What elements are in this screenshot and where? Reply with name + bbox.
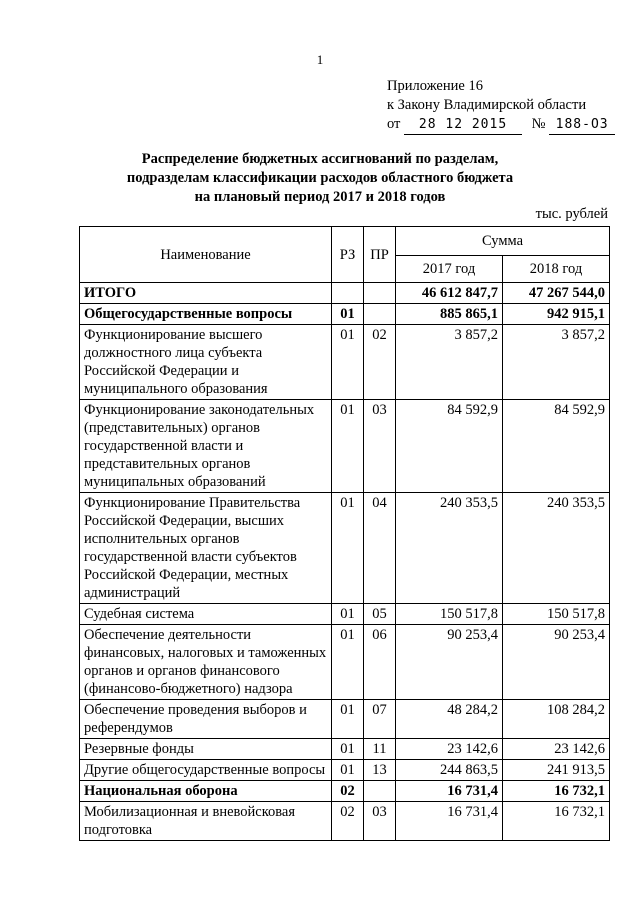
table-row: [80, 802, 610, 841]
header-rz: РЗ: [332, 227, 364, 283]
row-rz: 01: [332, 325, 364, 400]
table-row: [80, 325, 610, 400]
header-name: Наименование: [80, 227, 332, 283]
units-label: тыс. рублей: [535, 206, 608, 222]
row-name: Резервные фонды: [80, 739, 332, 760]
row-name: Функционирование высшего должностного лица субъекта Российской Федерации и муниципального образования: [80, 325, 332, 400]
row-pr: [364, 781, 396, 802]
table-row: [80, 604, 610, 625]
row-pr: 07: [364, 700, 396, 739]
row-value-2017: 150 517,8: [396, 604, 503, 625]
table-row: [80, 304, 610, 325]
row-value-2017: 16 731,4: [396, 802, 503, 841]
row-pr: 03: [364, 400, 396, 493]
title-line-2: подразделам классификации расходов областного бюджета: [126, 170, 514, 186]
row-name: Обеспечение деятельности финансовых, налоговых и таможенных органов и органов финансового (финансово-бюджетного) надзора: [80, 625, 332, 700]
row-value-2017: 885 865,1: [396, 304, 503, 325]
table-row: [80, 283, 610, 304]
row-pr: 13: [364, 760, 396, 781]
row-value-2017: 240 353,5: [396, 493, 503, 604]
row-rz: 01: [332, 493, 364, 604]
row-value-2018: 240 353,5: [503, 493, 610, 604]
row-value-2018: 3 857,2: [503, 325, 610, 400]
row-value-2018: 23 142,6: [503, 739, 610, 760]
budget-table: [79, 226, 610, 841]
row-rz: 02: [332, 802, 364, 841]
row-value-2018: 90 253,4: [503, 625, 610, 700]
title-line-1: Распределение бюджетных ассигнований по разделам,: [141, 151, 499, 167]
row-rz: 01: [332, 400, 364, 493]
row-rz: 01: [332, 625, 364, 700]
row-name: ИТОГО: [80, 283, 332, 304]
table-row: [80, 781, 610, 802]
row-value-2017: 90 253,4: [396, 625, 503, 700]
annex-title: Приложение 16: [387, 78, 483, 94]
table-row: [80, 493, 610, 604]
row-name: Судебная система: [80, 604, 332, 625]
row-name: Функционирование законодательных (представительных) органов государственной власти и представительных органов муниципальных образований: [80, 400, 332, 493]
from-label: от: [387, 116, 401, 132]
row-value-2017: 84 592,9: [396, 400, 503, 493]
table-row: [80, 739, 610, 760]
row-pr: 04: [364, 493, 396, 604]
law-number: 188-ОЗ: [555, 117, 609, 132]
header-pr: ПР: [364, 227, 396, 283]
row-name: Функционирование Правительства Российской Федерации, высших исполнительных органов государственной власти субъектов Российской Федерации, местных администраций: [80, 493, 332, 604]
header-2018: 2018 год: [503, 256, 610, 283]
row-value-2017: 23 142,6: [396, 739, 503, 760]
row-value-2017: 46 612 847,7: [396, 283, 503, 304]
row-rz: 01: [332, 304, 364, 325]
law-date: 28 12 2015: [418, 117, 508, 132]
row-rz: 01: [332, 760, 364, 781]
row-name: Мобилизационная и вневойсковая подготовка: [80, 802, 332, 841]
row-name: Национальная оборона: [80, 781, 332, 802]
row-value-2017: 244 863,5: [396, 760, 503, 781]
header-sum: Сумма: [396, 227, 610, 256]
row-rz: [332, 283, 364, 304]
annex-law: к Закону Владимирской области: [387, 97, 587, 113]
row-value-2018: 16 732,1: [503, 802, 610, 841]
row-rz: 02: [332, 781, 364, 802]
document-title: [0, 150, 640, 207]
row-rz: 01: [332, 604, 364, 625]
row-pr: 03: [364, 802, 396, 841]
row-value-2017: 16 731,4: [396, 781, 503, 802]
row-value-2018: 942 915,1: [503, 304, 610, 325]
row-pr: 02: [364, 325, 396, 400]
row-value-2017: 48 284,2: [396, 700, 503, 739]
table-row: [80, 760, 610, 781]
row-name: Общегосударственные вопросы: [80, 304, 332, 325]
row-pr: 06: [364, 625, 396, 700]
number-label: №: [531, 116, 546, 132]
row-pr: 05: [364, 604, 396, 625]
row-value-2018: 241 913,5: [503, 760, 610, 781]
table-row: [80, 700, 610, 739]
row-value-2018: 150 517,8: [503, 604, 610, 625]
row-value-2017: 3 857,2: [396, 325, 503, 400]
title-line-3: на плановый период 2017 и 2018 годов: [194, 189, 446, 205]
row-name: Другие общегосударственные вопросы: [80, 760, 332, 781]
row-value-2018: 47 267 544,0: [503, 283, 610, 304]
header-2017: 2017 год: [396, 256, 503, 283]
row-pr: [364, 304, 396, 325]
table-row: [80, 625, 610, 700]
row-rz: 01: [332, 739, 364, 760]
row-pr: [364, 283, 396, 304]
row-pr: 11: [364, 739, 396, 760]
annex-block: [387, 77, 615, 135]
row-value-2018: 84 592,9: [503, 400, 610, 493]
row-name: Обеспечение проведения выборов и референдумов: [80, 700, 332, 739]
page-number: 1: [316, 52, 324, 67]
row-value-2018: 16 732,1: [503, 781, 610, 802]
row-rz: 01: [332, 700, 364, 739]
table-row: [80, 400, 610, 493]
row-value-2018: 108 284,2: [503, 700, 610, 739]
annex-date-line: [387, 115, 615, 135]
